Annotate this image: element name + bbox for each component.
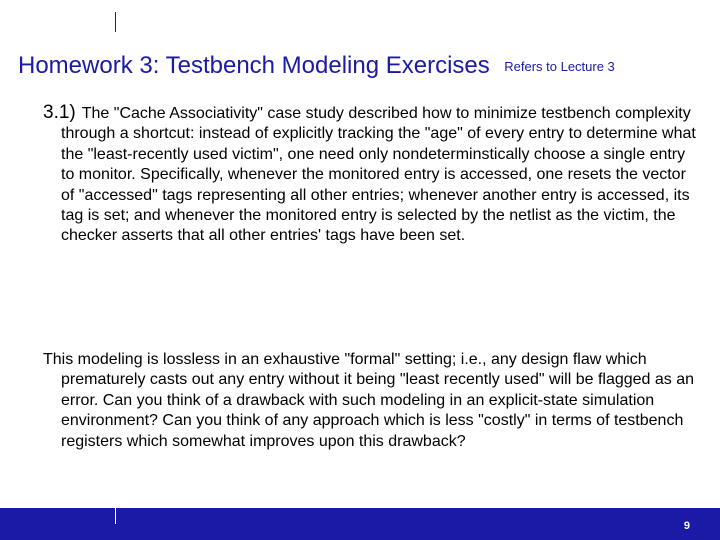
slide-title: Homework 3: Testbench Modeling Exercises	[18, 52, 490, 79]
page-number: 9	[683, 520, 690, 532]
top-divider-tick	[115, 12, 116, 32]
exercise-text: The "Cache Associativity" case study described how to minimize testbench complexity through a shortcut: instead of explicitly tracking the "age" of every entry to determine what the "least-recently used victim", one need only nondeterminstically choose a single entry to monitor. Specifically, whenever the monitored entry is accessed, one resets the vector of "accessed" tags representing all other entries; whenever another entry is accessed, its tag is set; and whenever the monitored entry is selected by the netlist as the victim, the checker asserts that all other entries' tags have been set.	[61, 105, 696, 245]
footer-bar	[0, 508, 720, 540]
followup-paragraph: This modeling is lossless in an exhaustive "formal" setting; i.e., any design flaw which prematurely casts out any entry without it being "least recently used" will be flagged as an error. Can you think of a drawback with such modeling in an explicit-state simulation environment? Can you think of any approach which is less "costly" in terms of testbench registers which somewhat improves upon this drawback?	[43, 351, 695, 450]
top-bar	[0, 0, 720, 40]
exercise-paragraph	[43, 103, 701, 247]
slide-subtitle: Refers to Lecture 3	[504, 59, 615, 74]
bottom-divider-tick	[115, 508, 116, 524]
title-row	[18, 52, 718, 80]
exercise-number: 3.1)	[43, 102, 76, 123]
